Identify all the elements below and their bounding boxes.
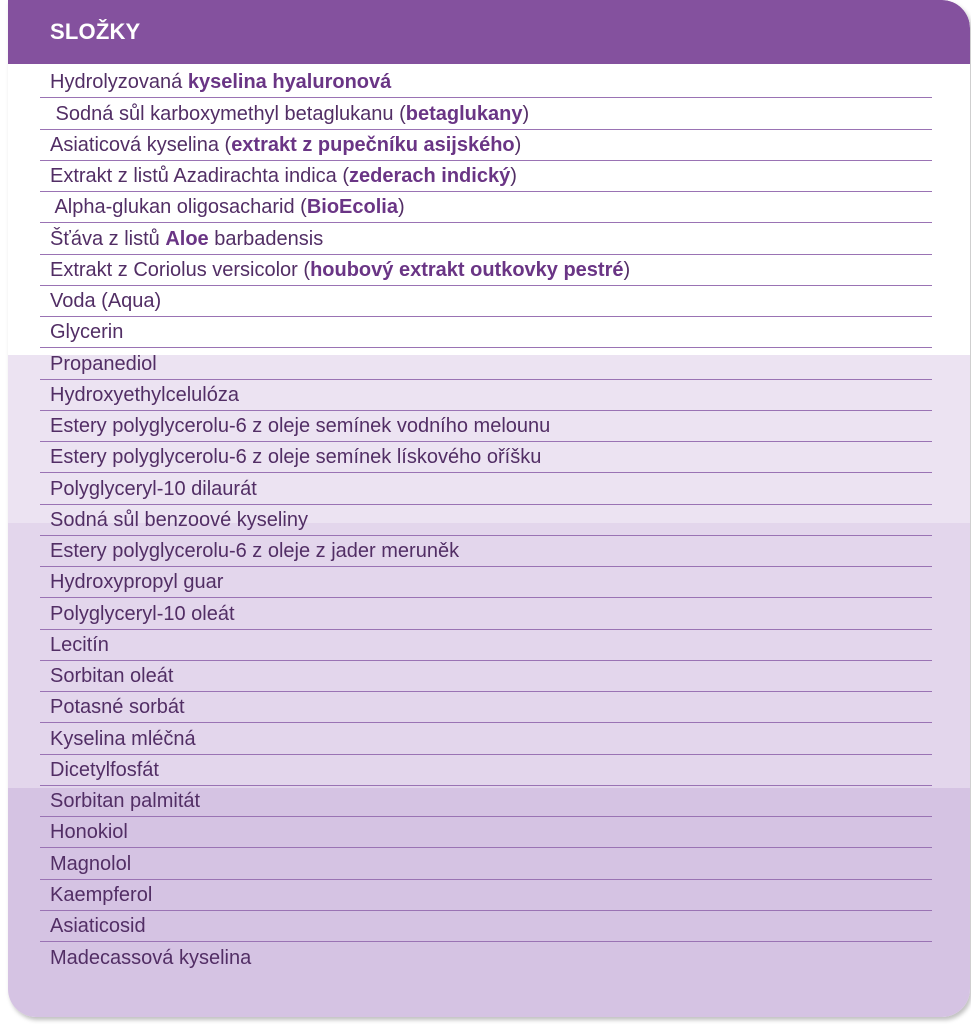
ingredient-row xyxy=(40,911,932,942)
ingredient-row xyxy=(40,692,932,723)
ingredient-highlight: kyselina hyaluronová xyxy=(187,71,392,94)
ingredient-name: Asiaticosid xyxy=(50,915,146,937)
ingredient-row xyxy=(40,223,932,254)
ingredient-name: Honokiol xyxy=(50,821,128,844)
ingredient-highlight: Aloe xyxy=(165,227,209,250)
ingredient-name: Polyglyceryl-10 oleát xyxy=(50,602,235,625)
ingredient-name: Magnolol xyxy=(50,852,132,875)
ingredient-highlight: extrakt z pupečníku asijského xyxy=(231,133,515,156)
ingredient-row xyxy=(40,411,932,442)
ingredient-name: Extrakt z Coriolus versicolor ( xyxy=(50,258,311,281)
ingredient-name: Kaempferol xyxy=(50,883,153,906)
ingredient-name: Glycerin xyxy=(50,321,124,344)
ingredient-row xyxy=(40,286,932,317)
ingredient-highlight: betaglukany xyxy=(405,102,523,125)
ingredient-name: Hydroxyethylcelulóza xyxy=(50,383,239,406)
ingredient-row xyxy=(40,817,932,848)
ingredient-suffix: ) xyxy=(522,102,530,125)
ingredient-row xyxy=(40,255,932,286)
ingredient-row xyxy=(40,348,932,379)
ingredient-row xyxy=(40,880,932,911)
ingredient-row xyxy=(40,98,932,129)
ingredient-row xyxy=(40,598,932,629)
ingredient-name: Alpha-glukan oligosacharid ( xyxy=(50,196,307,219)
ingredient-name: Šťáva z listů xyxy=(50,227,166,250)
ingredient-row xyxy=(40,755,932,786)
ingredient-name: Madecassová kyselina xyxy=(50,947,252,970)
ingredients-card xyxy=(8,0,970,1017)
ingredient-row xyxy=(40,473,932,504)
ingredient-name: Estery polyglycerolu-6 z oleje semínek vodního melounu xyxy=(50,415,551,437)
ingredient-suffix: ) xyxy=(510,165,517,187)
ingredient-name: Estery polyglycerolu-6 z oleje z jader meruněk xyxy=(50,540,460,562)
ingredient-row xyxy=(40,442,932,473)
ingredient-row xyxy=(40,723,932,754)
ingredient-row xyxy=(40,786,932,817)
ingredient-name: Lecitín xyxy=(50,633,109,656)
ingredient-name: Sodná sůl benzoové kyseliny xyxy=(50,508,308,531)
ingredient-name: Sorbitan oleát xyxy=(50,665,174,687)
ingredient-suffix: ) xyxy=(397,196,405,219)
ingredients-title: SLOŽKY xyxy=(50,19,141,44)
ingredient-row xyxy=(40,161,932,192)
ingredient-row xyxy=(40,536,932,567)
ingredient-row xyxy=(40,567,932,598)
ingredient-name: Polyglyceryl-10 dilaurát xyxy=(50,477,257,500)
ingredient-name: Extrakt z listů Azadirachta indica ( xyxy=(50,165,350,187)
ingredient-highlight: houbový extrakt outkovky pestré xyxy=(310,258,624,281)
ingredient-row xyxy=(40,130,932,161)
ingredient-row xyxy=(40,380,932,411)
ingredient-highlight: zederach indický xyxy=(349,165,511,187)
ingredient-row xyxy=(40,505,932,536)
ingredient-name: Sodná sůl karboxymethyl betaglukanu ( xyxy=(50,102,406,125)
ingredient-row xyxy=(40,317,932,348)
ingredient-suffix: ) xyxy=(623,258,631,281)
ingredient-name: Asiaticová kyselina ( xyxy=(50,133,232,156)
ingredients-list xyxy=(40,67,932,973)
ingredient-name: Sorbitan palmitát xyxy=(50,790,201,812)
ingredient-row xyxy=(40,67,932,98)
ingredient-suffix: ) xyxy=(514,133,522,156)
ingredient-highlight: BioEcolia xyxy=(306,196,398,219)
ingredient-name: Propanediol xyxy=(50,352,157,375)
ingredient-row xyxy=(40,630,932,661)
ingredient-suffix: barbadensis xyxy=(208,227,324,250)
ingredient-name: Potasné sorbát xyxy=(50,696,185,719)
ingredients-header xyxy=(8,0,970,64)
ingredient-row xyxy=(40,192,932,223)
ingredient-name: Dicetylfosfát xyxy=(50,758,159,781)
ingredient-name: Hydrolyzovaná xyxy=(50,71,188,94)
ingredient-row xyxy=(40,661,932,692)
ingredient-name: Voda (Aqua) xyxy=(50,290,162,312)
ingredient-name: Hydroxypropyl guar xyxy=(50,571,224,594)
ingredient-row xyxy=(40,942,932,973)
ingredient-row xyxy=(40,848,932,879)
ingredient-name: Estery polyglycerolu-6 z oleje semínek lískového oříšku xyxy=(50,446,542,469)
ingredient-name: Kyselina mléčná xyxy=(50,727,196,750)
